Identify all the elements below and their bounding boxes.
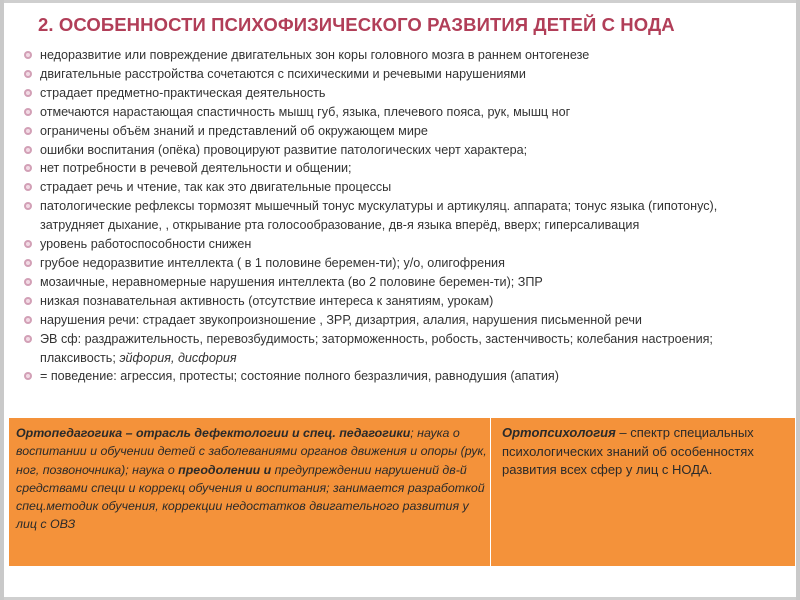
bullet-item — [22, 273, 774, 292]
orthopsychology-term: Ортопсихология — [502, 425, 616, 440]
bullet-item — [22, 65, 774, 84]
orthopsychology-text: – спектр специальных психологических знаний об особенностях развития всех сфер у лиц с НОДА. — [502, 425, 754, 478]
bullet-icon — [24, 278, 32, 286]
bullet-list — [22, 46, 774, 386]
bullet-item — [22, 122, 774, 141]
bullet-icon — [24, 335, 32, 343]
bullet-text-italic: эйфория, дисфория — [119, 350, 237, 365]
bullet-item — [22, 103, 774, 122]
bullet-text: двигательные расстройства сочетаются с психическими и речевыми нарушениями — [40, 66, 526, 81]
bullet-text: мозаичные, неравномерные нарушения интеллекта (во 2 половине беремен-ти); ЗПР — [40, 274, 543, 289]
orthopedagogy-text: наука о воспитании и обучении детей с заболеваниями органов движения и опоры (рук, ног, позвоночника); наука о — [16, 426, 487, 477]
bullet-text: патологические рефлексы тормозят мышечный тонус мускулатуры и артикуляц. аппарата; тонус языка (гипотонус), затрудняет дыхание, , открывание рта голосообразование, дв-я языка вперёд, вверх; гиперсаливация — [40, 199, 718, 233]
bullet-icon — [24, 51, 32, 59]
bullet-item — [22, 84, 774, 103]
bullet-text: нет потребности в речевой деятельности и общении; — [40, 161, 352, 176]
bullet-icon — [24, 372, 32, 380]
orthopedagogy-term: Ортопедагогика – отрасль дефектологии и спец. педагогики — [16, 426, 411, 440]
bullet-text: = поведение: агрессия, протесты; состояние полного безразличия, равнодушия (апатия) — [40, 369, 559, 384]
bullet-text: нарушения речи: страдает звукопроизношение , ЗРР, дизартрия, алалия, нарушения письменной речи — [40, 312, 642, 327]
bullet-item — [22, 330, 774, 368]
bullet-icon — [24, 240, 32, 248]
bullet-text: ошибки воспитания (опёка) провоцируют развитие патологических черт характера; — [40, 142, 528, 157]
bullet-text: ограничены объём знаний и представлений об окружающем мире — [40, 123, 428, 138]
bullet-item — [22, 178, 774, 197]
bullet-item — [22, 311, 774, 330]
bullet-item — [22, 141, 774, 160]
bullet-icon — [24, 70, 32, 78]
bullet-text: страдает речь и чтение, так как это двигательные процессы — [40, 180, 392, 195]
orthopedagogy-definition — [16, 424, 488, 534]
orthopedagogy-separator: ; — [410, 426, 418, 440]
slide-title: 2. ОСОБЕННОСТИ ПСИХОФИЗИЧЕСКОГО РАЗВИТИЯ ДЕТЕЙ С НОДА — [38, 14, 675, 35]
bullet-icon — [24, 316, 32, 324]
bullet-icon — [24, 297, 32, 305]
bullet-item — [22, 254, 774, 273]
bullet-icon — [24, 202, 32, 210]
bullet-icon — [24, 108, 32, 116]
orthopedagogy-text-2: предупреждении нарушений дв-й средствами специ и коррекц обучения и воспитания; занимается разработкой спец.методик обучения, коррекции недостатков двигательного развития у лиц с ОВЗ — [16, 462, 485, 532]
slide-frame-left — [0, 0, 4, 600]
orthopedagogy-bold: преодолении и — [178, 462, 272, 477]
bullet-icon — [24, 89, 32, 97]
bullet-item — [22, 159, 774, 178]
bullet-item — [22, 46, 774, 65]
bullet-item — [22, 235, 774, 254]
bullet-item — [22, 367, 774, 386]
panel-divider — [490, 418, 491, 566]
bullet-text: страдает предметно-практическая деятельность — [40, 85, 326, 100]
bullet-text: отмечаются нарастающая спастичность мышц губ, языка, плечевого пояса, рук, мышц ног — [40, 104, 571, 119]
bullet-icon — [24, 164, 32, 172]
slide-frame-right — [796, 0, 800, 600]
bullet-icon — [24, 146, 32, 154]
bullet-text: грубое недоразвитие интеллекта ( в 1 половине беремен-ти); у/о, олигофрения — [40, 255, 505, 270]
bullet-icon — [24, 127, 32, 135]
bullet-text: ЭВ сф: раздражительность, перевозбудимость; заторможенность, робость, застенчивость; колебания настроения; плаксивость; — [40, 331, 713, 365]
bullet-item — [22, 197, 774, 235]
bullet-item — [22, 292, 774, 311]
bullet-text: уровень работоспособности снижен — [40, 237, 252, 252]
bullet-icon — [24, 183, 32, 191]
slide-frame-top — [0, 0, 800, 3]
bullet-text: низкая познавательная активность (отсутствие интереса к занятиям, урокам) — [40, 293, 494, 308]
orthopsychology-definition — [502, 424, 784, 480]
bullet-icon — [24, 259, 32, 267]
bullet-text: недоразвитие или повреждение двигательных зон коры головного мозга в раннем онтогенезе — [40, 48, 590, 62]
